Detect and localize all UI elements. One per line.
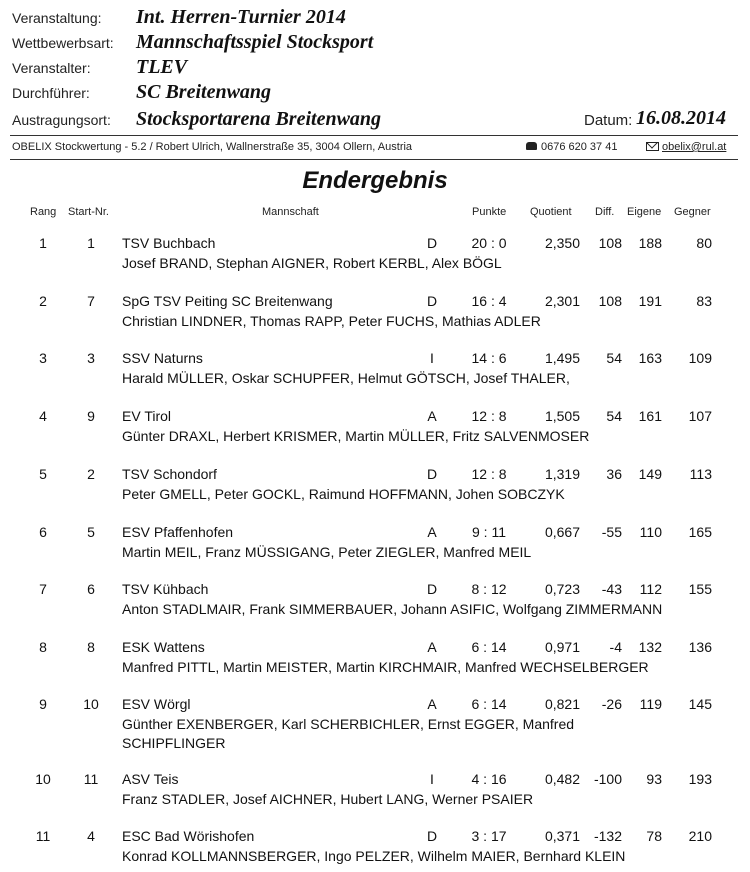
quotient: 1,495 [544, 350, 580, 366]
gegner: 136 [688, 639, 712, 655]
column-header-rang: Rang [30, 206, 57, 218]
gegner: 193 [688, 771, 712, 787]
gegner: 165 [688, 524, 712, 540]
start-number: 10 [83, 696, 99, 712]
punkte: 14 : 6 [471, 350, 507, 366]
start-number: 9 [87, 408, 95, 424]
eigene: 163 [638, 350, 662, 366]
start-number: 11 [83, 771, 99, 787]
start-number: 1 [87, 235, 95, 251]
team-name: SpG TSV Peiting SC Breitenwang [122, 293, 333, 309]
punkte: 8 : 12 [471, 581, 507, 597]
team-name: TSV Schondorf [122, 466, 217, 482]
start-number: 5 [87, 524, 95, 540]
team-name: ESV Wörgl [122, 696, 191, 712]
gegner: 155 [688, 581, 712, 597]
eigene: 191 [638, 293, 662, 309]
page-title: Endergebnis [302, 167, 448, 194]
team-name: SSV Naturns [122, 350, 203, 366]
column-header-quotient: Quotient [530, 206, 572, 218]
gegner: 113 [689, 466, 712, 482]
gegner: 109 [688, 350, 712, 366]
player-list: Franz STADLER, Josef AICHNER, Hubert LANG, Werner PSAIER [122, 791, 534, 807]
result-entry [0, 350, 750, 394]
rang: 11 [35, 828, 51, 844]
column-header-diff: Diff. [595, 206, 615, 218]
team-name: ESV Pfaffenhofen [122, 524, 234, 540]
player-list: Harald MÜLLER, Oskar SCHUPFER, Helmut GÖTSCH, Josef THALER, [122, 370, 570, 386]
gegner: 83 [696, 293, 712, 309]
header-divider [10, 135, 738, 136]
player-list: Anton STADLMAIR, Frank SIMMERBAUER, Johann ASIFIC, Wolfgang ZIMMERMANN [122, 601, 663, 617]
quotient: 1,505 [544, 408, 580, 424]
quotient: 0,821 [544, 696, 580, 712]
diff: -26 [601, 696, 622, 712]
result-entry [0, 581, 750, 625]
software-info-line [12, 141, 736, 157]
header-row-durchfuehrer [12, 81, 738, 103]
datum-label: Datum: [584, 112, 633, 129]
player-list: Josef BRAND, Stephan AIGNER, Robert KERBL, Alex BÖGL [122, 255, 502, 271]
diff: 108 [598, 293, 622, 309]
gegner: 210 [688, 828, 712, 844]
rang: 4 [39, 408, 47, 424]
result-entry [0, 293, 750, 337]
diff: 54 [606, 408, 622, 424]
rang: 3 [39, 350, 47, 366]
result-entry [0, 639, 750, 683]
quotient: 1,319 [544, 466, 580, 482]
column-header-eigene: Eigene [627, 206, 662, 218]
team-name: EV Tirol [122, 408, 172, 424]
header-label: Wettbewerbsart: [12, 35, 114, 51]
punkte: 16 : 4 [471, 293, 507, 309]
rang: 2 [39, 293, 47, 309]
eigene: 132 [638, 639, 662, 655]
player-list: Christian LINDNER, Thomas RAPP, Peter FUCHS, Mathias ADLER [122, 313, 541, 329]
team-name: ESC Bad Wörishofen [122, 828, 255, 844]
header-value: Int. Herren-Turnier 2014 [136, 6, 346, 28]
header-value: TLEV [136, 56, 188, 78]
diff: -132 [593, 828, 622, 844]
diff: 108 [598, 235, 622, 251]
nation: D [426, 293, 438, 309]
player-list: Martin MEIL, Franz MÜSSIGANG, Peter ZIEGLER, Manfred MEIL [122, 544, 532, 560]
email-address[interactable]: obelix@rul.at [662, 141, 727, 153]
result-entry [0, 696, 750, 758]
column-header-start: Start-Nr. [68, 206, 109, 218]
header-label: Veranstalter: [12, 60, 91, 76]
punkte: 6 : 14 [471, 639, 507, 655]
quotient: 0,482 [544, 771, 580, 787]
eigene: 188 [638, 235, 662, 251]
nation: D [426, 581, 438, 597]
punkte: 3 : 17 [471, 828, 507, 844]
phone-number: 0676 620 37 41 [541, 141, 618, 153]
subheader-divider [10, 159, 738, 160]
phone-icon [526, 142, 537, 150]
player-list: Günther EXENBERGER, Karl SCHERBICHLER, Ernst EGGER, Manfred SCHIPFLINGER [122, 716, 575, 751]
rang: 6 [39, 524, 47, 540]
header-row-wettbewerbsart [12, 31, 738, 53]
header-row-veranstaltung [12, 6, 738, 28]
player-list: Konrad KOLLMANNSBERGER, Ingo PELZER, Wilhelm MAIER, Bernhard KLEIN [122, 848, 626, 864]
punkte: 20 : 0 [471, 235, 507, 251]
nation: D [426, 466, 438, 482]
header-value: SC Breitenwang [136, 81, 272, 103]
nation: D [426, 828, 438, 844]
punkte: 12 : 8 [471, 466, 507, 482]
gegner: 145 [688, 696, 712, 712]
eigene: 78 [646, 828, 662, 844]
start-number: 6 [87, 581, 95, 597]
result-entry [0, 524, 750, 568]
eigene: 112 [639, 581, 662, 597]
quotient: 0,723 [544, 581, 580, 597]
nation: A [427, 639, 437, 655]
eigene: 119 [639, 696, 662, 712]
header-label: Austragungsort: [12, 112, 111, 128]
gegner: 80 [696, 235, 712, 251]
eigene: 149 [638, 466, 662, 482]
column-header-punkte: Punkte [472, 206, 507, 218]
header-label: Durchführer: [12, 85, 90, 101]
diff: -100 [593, 771, 622, 787]
player-list: Peter GMELL, Peter GOCKL, Raimund HOFFMANN, Johen SOBCZYK [122, 486, 565, 502]
eigene: 161 [638, 408, 662, 424]
gegner: 107 [688, 408, 712, 424]
quotient: 2,301 [544, 293, 580, 309]
datum-value: 16.08.2014 [636, 107, 726, 129]
eigene: 110 [639, 524, 662, 540]
rang: 8 [39, 639, 47, 655]
result-entry [0, 828, 750, 872]
diff: -4 [609, 639, 622, 655]
punkte: 4 : 16 [471, 771, 507, 787]
diff: 54 [606, 350, 622, 366]
punkte: 12 : 8 [471, 408, 507, 424]
start-number: 7 [87, 293, 95, 309]
diff: 36 [606, 466, 622, 482]
header-value: Mannschaftsspiel Stocksport [136, 31, 374, 53]
quotient: 0,667 [544, 524, 580, 540]
result-entry [0, 466, 750, 510]
rang: 1 [39, 235, 47, 251]
nation: A [427, 524, 437, 540]
nation: D [426, 235, 438, 251]
punkte: 9 : 11 [472, 524, 506, 540]
software-info: OBELIX Stockwertung - 5.2 / Robert Ulrich, Wallnerstraße 35, 3004 Ollern, Austria [12, 141, 413, 153]
rang: 9 [39, 696, 47, 712]
email-contact[interactable] [646, 141, 726, 153]
team-name: TSV Buchbach [122, 235, 216, 251]
team-name: TSV Kühbach [122, 581, 209, 597]
quotient: 0,371 [544, 828, 580, 844]
result-entry [0, 771, 750, 815]
result-entry [0, 235, 750, 279]
diff: -55 [601, 524, 622, 540]
result-entry [0, 408, 750, 452]
rang: 5 [39, 466, 47, 482]
nation: I [430, 771, 434, 787]
mail-icon [646, 142, 659, 151]
header-label: Veranstaltung: [12, 10, 102, 26]
rang: 7 [39, 581, 47, 597]
quotient: 2,350 [544, 235, 580, 251]
rang: 10 [35, 771, 51, 787]
start-number: 8 [87, 639, 95, 655]
player-list: Günter DRAXL, Herbert KRISMER, Martin MÜLLER, Fritz SALVENMOSER [122, 428, 590, 444]
punkte: 6 : 14 [471, 696, 507, 712]
nation: A [427, 696, 437, 712]
header-value: Stocksportarena Breitenwang [136, 108, 382, 130]
header-row-veranstalter [12, 56, 738, 78]
nation: A [427, 408, 437, 424]
start-number: 3 [87, 350, 95, 366]
start-number: 4 [87, 828, 95, 844]
column-header-gegner: Gegner [674, 206, 711, 218]
column-header-team: Mannschaft [262, 206, 319, 218]
diff: -43 [601, 581, 622, 597]
start-number: 2 [87, 466, 95, 482]
eigene: 93 [646, 771, 662, 787]
quotient: 0,971 [544, 639, 580, 655]
nation: I [430, 350, 434, 366]
team-name: ESK Wattens [122, 639, 205, 655]
team-name: ASV Teis [122, 771, 179, 787]
player-list: Manfred PITTL, Martin MEISTER, Martin KIRCHMAIR, Manfred WECHSELBERGER [122, 659, 649, 675]
phone-contact [526, 141, 617, 153]
